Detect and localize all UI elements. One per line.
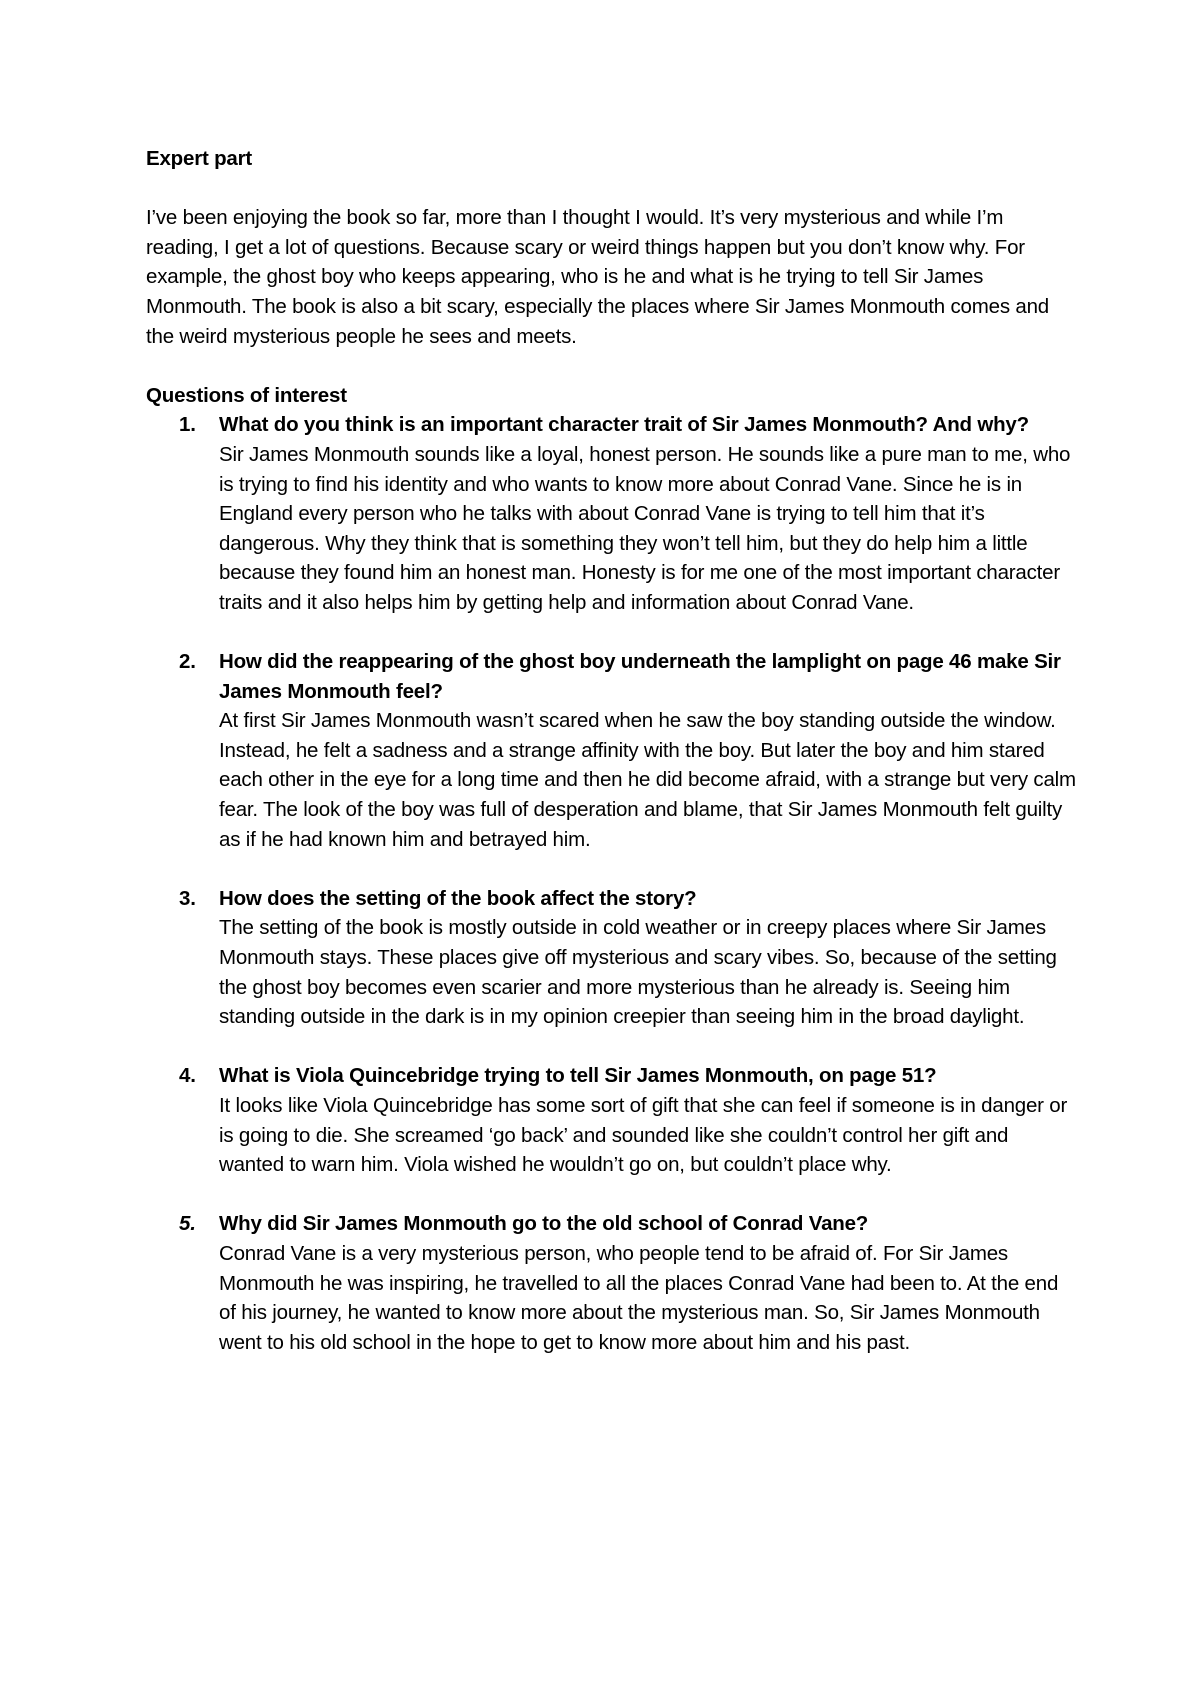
question-text: Why did Sir James Monmouth go to the old school of Conrad Vane? <box>219 1212 869 1236</box>
question-item-4 <box>146 1061 1076 1179</box>
question-number: 2. <box>179 650 196 674</box>
intro-paragraph: I’ve been enjoying the book so far, more than I thought I would. It’s very mysterious and while I’m reading, I get a lot of questions. Because scary or weird things happen but you don’t know why. For example, the ghost boy who keeps appearing, who is he and what is he trying to tell Sir James Monmouth. The book is also a bit scary, especially the places where Sir James Monmouth comes and the weird mysterious people he sees and meets. <box>146 206 1049 348</box>
question-text: What do you think is an important character trait of Sir James Monmouth? And why? <box>219 413 1029 437</box>
question-item-5 <box>146 1209 1076 1357</box>
question-item-3 <box>146 884 1076 1032</box>
questions-list <box>146 410 1076 1357</box>
question-number: 4. <box>179 1064 196 1088</box>
document-body <box>146 144 1076 1387</box>
answer-text: Conrad Vane is a very mysterious person, who people tend to be afraid of. For Sir James Monmouth he was inspiring, he travelled to all the places Conrad Vane had been to. At the end of his journey, he wanted to know more about the mysterious man. So, Sir James Monmouth went to his old school in the hope to get to know more about him and his past. <box>219 1241 1059 1354</box>
section-heading: Questions of interest <box>146 383 347 407</box>
document-title: Expert part <box>146 147 253 170</box>
question-item-2 <box>146 647 1076 854</box>
question-text: What is Viola Quincebridge trying to tell Sir James Monmouth, on page 51? <box>219 1064 937 1088</box>
answer-text: The setting of the book is mostly outside in cold weather or in creepy places where Sir James Monmouth stays. These places give off mysterious and scary vibes. So, because of the setting the ghost boy becomes even scarier and more mysterious than he already is. Seeing him standing outside in the dark is in my opinion creepier than seeing him in the broad daylight. <box>219 916 1057 1029</box>
question-number: 3. <box>179 886 196 910</box>
question-item-1 <box>146 410 1076 617</box>
answer-text: It looks like Viola Quincebridge has some sort of gift that she can feel if someone is in danger or is going to die. She screamed ‘go back’ and sounded like she couldn’t control her gift and wanted to warn him. Viola wished he wouldn’t go on, but couldn’t place why. <box>219 1094 1068 1177</box>
question-number: 1. <box>179 413 196 437</box>
answer-text: At first Sir James Monmouth wasn’t scared when he saw the boy standing outside the window. Instead, he felt a sadness and a strange affinity with the boy. But later the boy and him stared each other in the eye for a long time and then he did become afraid, with a strange but very calm fear. The look of the boy was full of desperation and blame, that Sir James Monmouth felt guilty as if he had known him and betrayed him. <box>219 709 1076 851</box>
question-number: 5. <box>179 1212 196 1236</box>
question-text: How does the setting of the book affect the story? <box>219 886 697 910</box>
answer-text: Sir James Monmouth sounds like a loyal, honest person. He sounds like a pure man to me, who is trying to find his identity and who wants to know more about Conrad Vane. Since he is in England every person who he talks with about Conrad Vane is trying to tell him that it’s dangerous. Why they think that is something they won’t tell him, but they do help him a little because they found him an honest man. Honesty is for me one of the most important character traits and it also helps him by getting help and information about Conrad Vane. <box>219 442 1071 614</box>
question-text: How did the reappearing of the ghost boy underneath the lamplight on page 46 make Sir James Monmouth feel? <box>219 650 1061 703</box>
